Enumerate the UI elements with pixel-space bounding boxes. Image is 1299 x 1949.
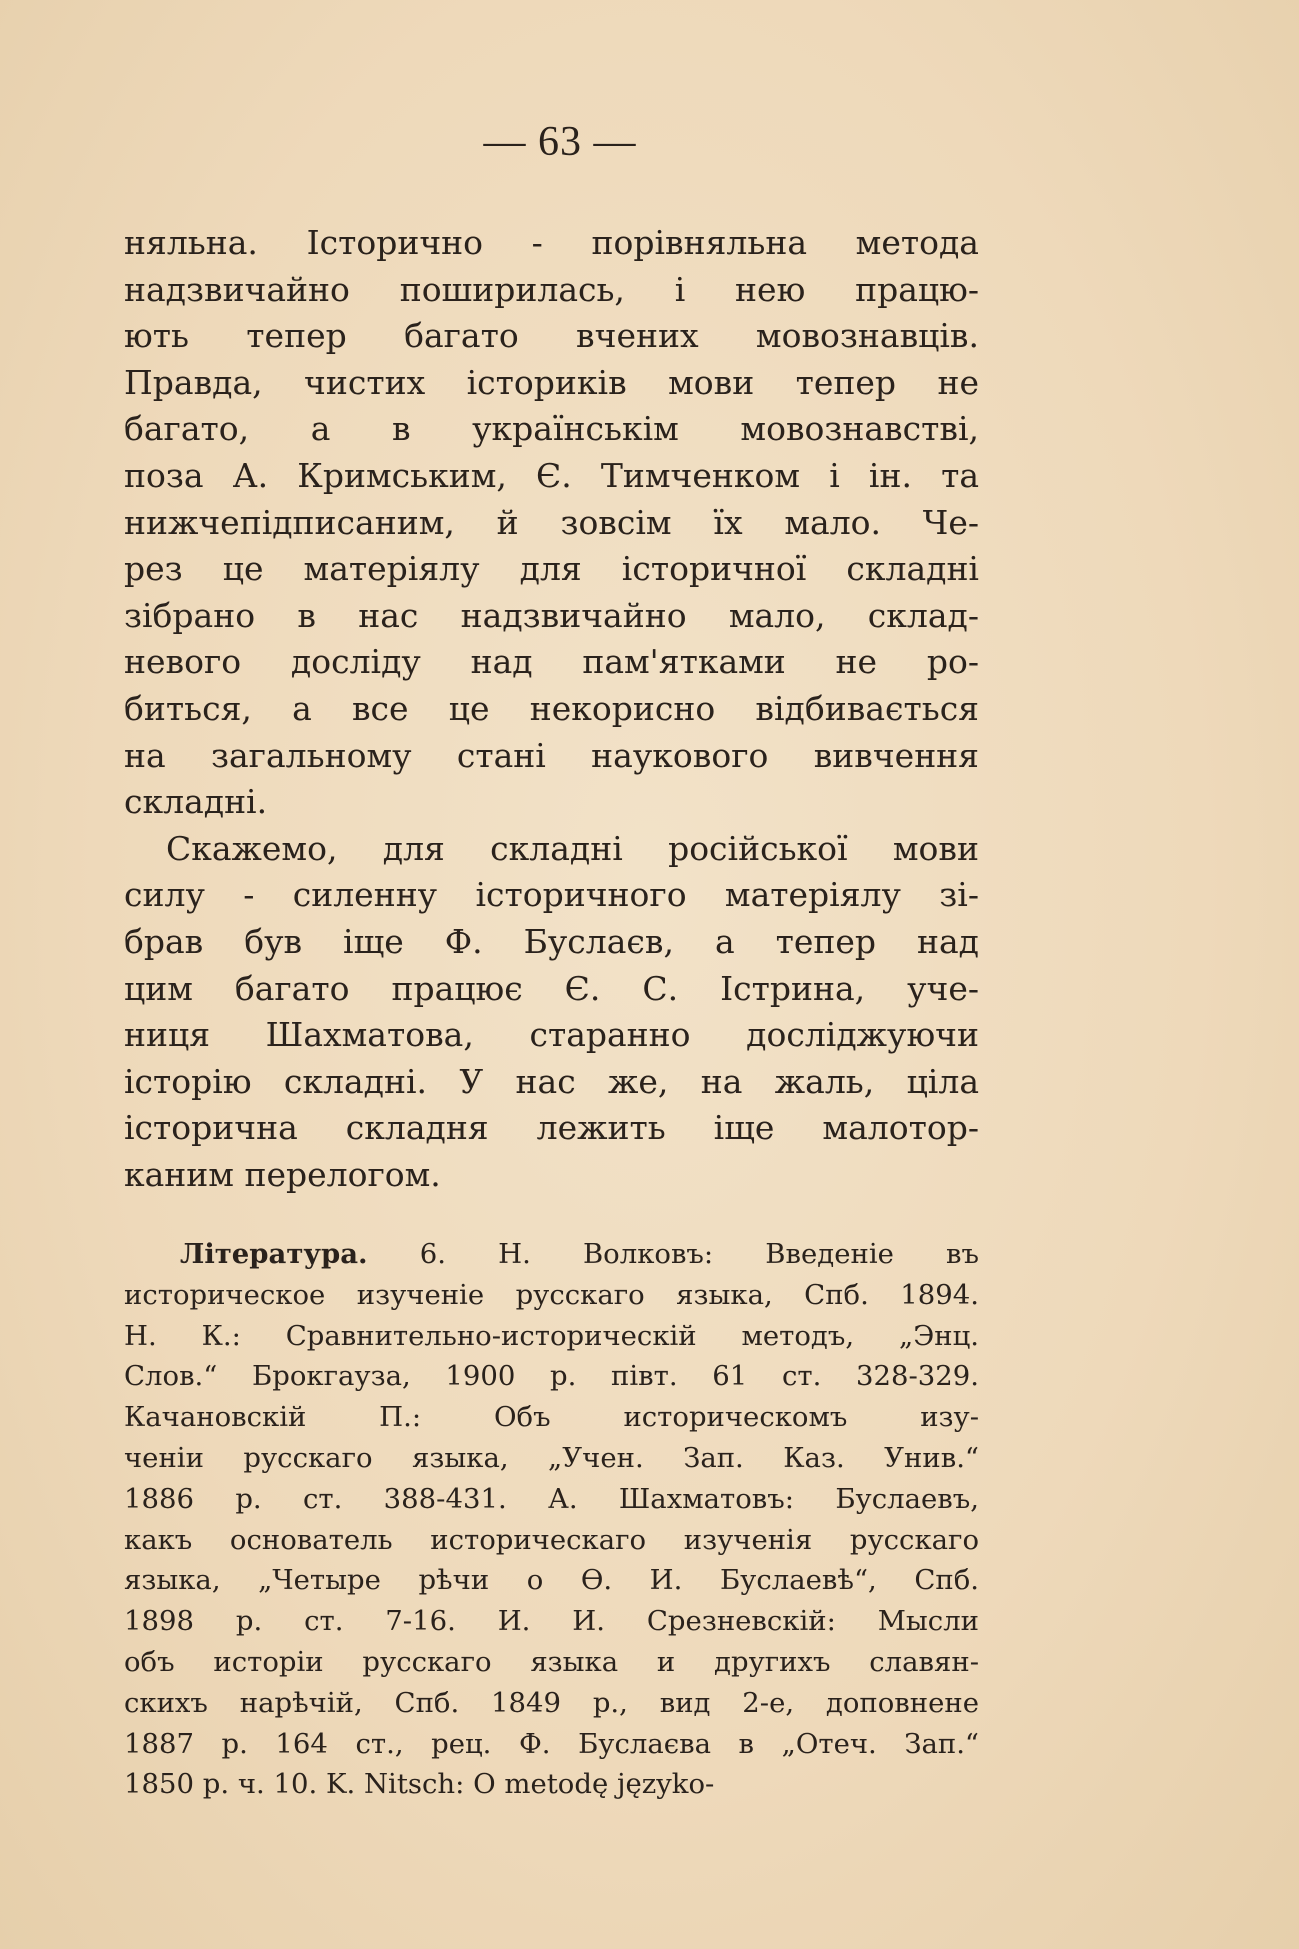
literature-line: 1886 р. ст. 388-431. А. Шахматовъ: Буслаевъ,	[124, 1482, 979, 1515]
literature-line: скихъ нарѣчій, Спб. 1849 р., вид 2-е, доповнене	[124, 1686, 979, 1719]
literature-line: ченіи русскаго языка, „Учен. Зап. Каз. Унив.“	[124, 1441, 979, 1474]
text-line: зібрано в нас надзвичайно мало, склад-	[124, 595, 979, 635]
text-line: історична складня лежить іще малотор-	[124, 1108, 979, 1148]
literature-line: 1850 р. ч. 10. K. Nitsch: O metodę językо-	[124, 1768, 715, 1801]
literature-line: Качановскій П.: Объ историческомъ изу-	[124, 1401, 979, 1434]
literature-line: историческое изученіе русскаго языка, Спб. 1894.	[124, 1278, 979, 1311]
literature-line: Н. К.: Сравнительно-историческій методъ, „Энц.	[124, 1319, 979, 1352]
text-line: надзвичайно поширилась, і нею працю-	[124, 269, 979, 309]
text-line: брав був іще Ф. Буслаєв, а тепер над	[124, 921, 979, 961]
text-line: на загальному стані наукового вивчення	[124, 735, 979, 775]
text-line: Правда, чистих істориків мови тепер не	[124, 362, 979, 402]
text-line: поза А. Кримським, Є. Тимченком і ін. та	[124, 455, 979, 495]
text-line: рез це матеріялу для історичної складні	[124, 549, 979, 589]
text-line: силу - силенну історичного матеріялу зі-	[124, 875, 979, 915]
literature-line: 1898 р. ст. 7-16. И. И. Срезневскій: Мысли	[124, 1605, 979, 1638]
text-line: складні.	[124, 782, 268, 822]
literature-first-line-text: 6. Н. Волковъ: Введеніе въ	[367, 1238, 979, 1270]
literature-line: Слов.“ Брокгауза, 1900 р. півт. 61 ст. 328-329.	[124, 1360, 979, 1393]
literature-line: какъ основатель историческаго изученія русскаго	[124, 1523, 979, 1556]
text-line: ниця Шахматова, старанно досліджуючи	[124, 1015, 979, 1055]
text-line: багато, а в українськім мовознавстві,	[124, 409, 979, 449]
text-line: нижчепідписаним, й зовсім їх мало. Че-	[124, 502, 979, 542]
text-line: каним перелогом.	[124, 1154, 441, 1194]
literature-line: 1887 р. 164 ст., рец. Ф. Буслаєва в „Отеч. Зап.“	[124, 1727, 979, 1760]
main-text	[124, 220, 979, 1198]
text-line: няльна. Історично - порівняльна метода	[124, 223, 979, 262]
literature-line: языка, „Четыре рѣчи о Ѳ. И. Буслаевѣ“, Спб.	[124, 1564, 979, 1597]
text-line: цим багато працює Є. С. Істрина, уче-	[124, 968, 979, 1008]
page-number: — 63 —	[483, 119, 637, 165]
literature-line: объ исторіи русскаго языка и другихъ славян-	[124, 1645, 979, 1678]
paragraph-start-line: Скажемо, для складні російської мови	[166, 828, 979, 868]
literature-section	[124, 1234, 979, 1805]
text-line: ють тепер багато вчених мовознавців.	[124, 316, 979, 356]
text-line: історію складні. У нас же, на жаль, ціла	[124, 1061, 979, 1101]
literature-first-line	[124, 1234, 979, 1275]
text-line: биться, а все це некорисно відбивається	[124, 688, 979, 728]
literature-heading: Література.	[180, 1238, 368, 1270]
text-line: невого досліду над пам'ятками не ро-	[124, 642, 979, 682]
